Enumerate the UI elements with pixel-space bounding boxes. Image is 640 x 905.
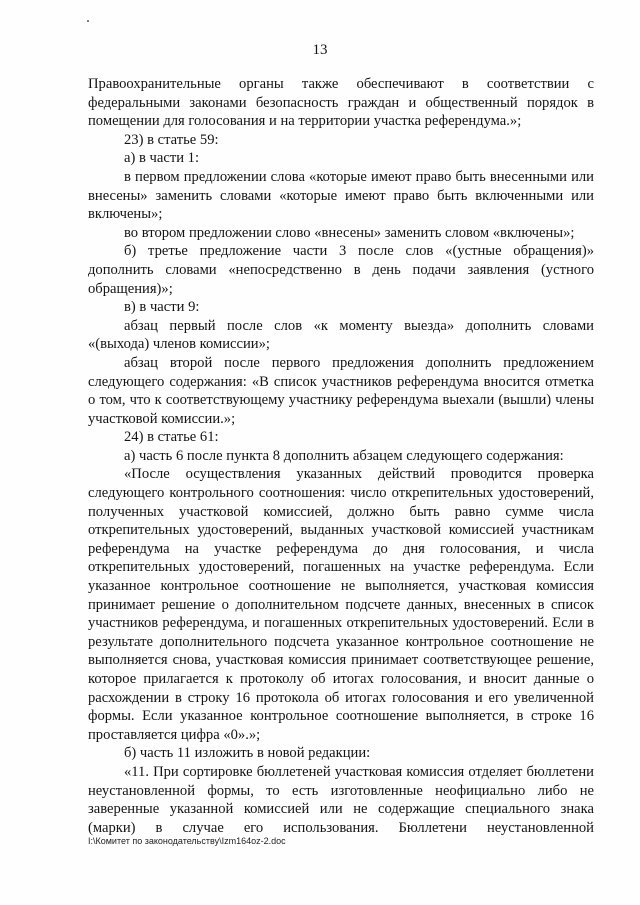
- paragraph: Правоохранительные органы также обеспечивают в соответствии с федеральными законами безопасность граждан и общественный порядок в помещении для голосования и на территории участка референдума.»;: [88, 76, 594, 130]
- paragraph: б) часть 11 изложить в новой редакции:: [124, 745, 371, 762]
- paragraph: 23) в статье 59:: [124, 131, 219, 148]
- paragraph: «11. При сортировке бюллетеней участковая комиссия отделяет бюллетени неустановленной формы, то есть изготовленные неофициально либо не заверенные указанной комиссией или не содержащие специального знака (марки) в случае его использования. Бюллетени неустановленной: [88, 763, 594, 836]
- paragraph: «После осуществления указанных действий проводится проверка следующего контрольного соотношения: число открепительных удостоверений, полученных участковой комиссией, должно быть равно сумме числа открепительных удостоверений, выданных участковой комиссией участникам референдума на участке референдума до дня голосования, и числа открепительных удостоверений, погашенных на участке референдума. Если указанное контрольное соотношение не выполняется, участковая комиссия принимает решение о дополнительном подсчете данных, внесенных в список участников референдума, и погашенных открепительных удостоверений. Если в результате дополнительного подсчета указанное контрольное соотношение не выполняется снова, участковая комиссия принимает соответствующее решение, которое прилагается к протоколу об итогах голосования, и вносит данные о расхождении в строку 16 протокола об итогах голосования и его увеличенной формы. Если указанное контрольное соотношение выполняется, в строке 16 проставляется цифра «0».»;: [88, 466, 594, 743]
- paragraph: абзац второй после первого предложения дополнить предложением следующего содержания: «В список участников референдума вносится отметка о том, что к соответствующему участнику референдума выехали (вышли) члены участковой комиссии.»;: [88, 354, 594, 427]
- paragraph: абзац первый после слов «к моменту выезда» дополнить словами «(выхода) членов комиссии»;: [88, 317, 594, 353]
- paragraph: в) в части 9:: [124, 299, 200, 316]
- paragraph: во втором предложении слово «внесены» заменить словом «включены»;: [124, 224, 575, 241]
- paragraph: в первом предложении слова «которые имеют право быть внесенными или внесены» заменить словами «которые имеют право быть включенными или включены»;: [88, 168, 594, 223]
- paragraph: 24) в статье 61:: [124, 429, 219, 446]
- document-body: [88, 75, 594, 837]
- scan-speck: [87, 20, 89, 22]
- page-number: 13: [312, 42, 328, 58]
- paragraph: а) в части 1:: [124, 150, 200, 167]
- paragraph: б) третье предложение части 3 после слов «(устные обращения)» дополнить словами «непосредственно в день подачи заявления (устного обращения)»;: [88, 243, 594, 297]
- paragraph: а) часть 6 после пункта 8 дополнить абзацем следующего содержания:: [124, 447, 564, 464]
- footer-file-path: I:\Комитет по законодательству\Izm164oz-2.doc: [88, 836, 286, 846]
